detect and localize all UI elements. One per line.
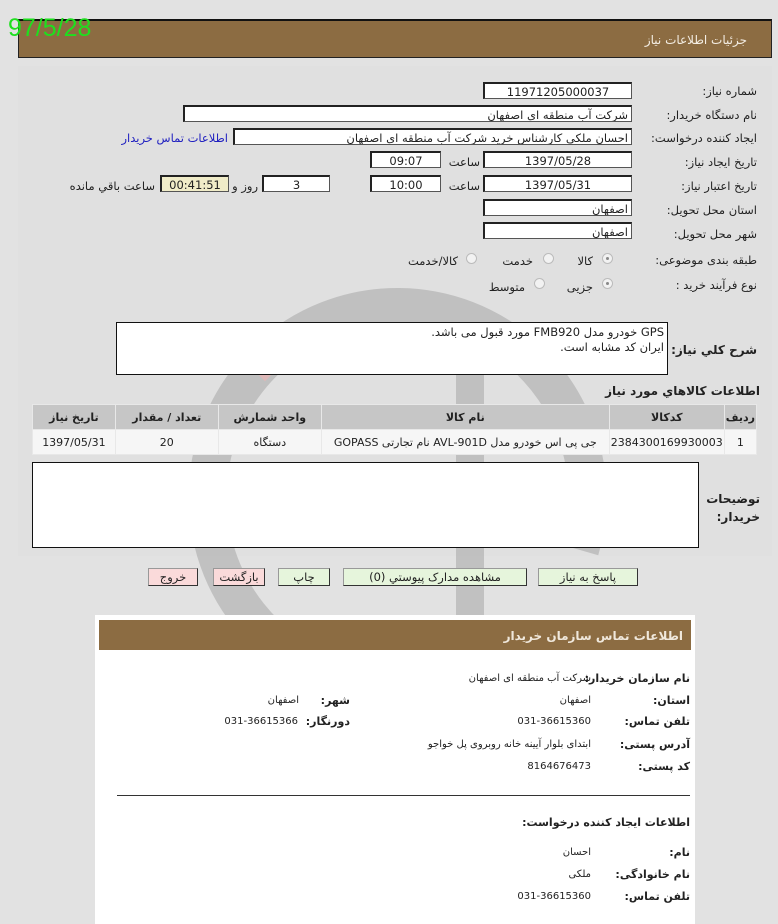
exit-button[interactable]: خروج (148, 568, 198, 586)
category-option-both: کالا/خدمت (407, 254, 458, 268)
remaining-label: ساعت باقي مانده (69, 179, 155, 193)
buyer-notes-label: توضيحات خريدار: (706, 492, 760, 524)
family-label: نام خانوادگی: (615, 868, 690, 881)
watermark-logo (60, 250, 620, 670)
description-label: شرح كلي نياز: (671, 343, 757, 357)
description-line: GPS خودرو مدل FMB920 مورد قبول می باشد. (431, 325, 664, 339)
category-radio-goods[interactable] (602, 253, 613, 264)
remaining-time: 00:41:51 (160, 175, 229, 192)
back-button[interactable]: بازگشت (213, 568, 265, 586)
family-value: ملکی (568, 869, 591, 880)
process-radio-medium[interactable] (534, 278, 545, 289)
valid-date-label: تاریخ اعتبار نیاز: (681, 179, 757, 193)
fax-value: 031-36615366 (224, 716, 298, 727)
category-radio-service[interactable] (543, 253, 554, 264)
description-textarea[interactable] (116, 322, 668, 375)
buyer-label: نام دستگاه خریدار: (666, 108, 757, 122)
cell-unit: دستگاه (218, 430, 321, 455)
reply-button[interactable]: پاسخ به نیاز (538, 568, 638, 586)
table-header-row (33, 405, 757, 430)
column-header: واحد شمارش (218, 405, 321, 430)
buyer-contact-link[interactable]: اطلاعات تماس خریدار (121, 131, 228, 145)
cell-code: 2384300169930003 (609, 430, 724, 455)
column-header: ردیف (724, 405, 756, 430)
cell-index: 1 (724, 430, 756, 455)
org-label: نام سازمان خریدار: (584, 672, 690, 685)
goods-table (32, 404, 757, 455)
date-stamp: 97/5/28 (8, 14, 92, 42)
phone-value: 031-36615360 (517, 716, 591, 727)
buyer-field[interactable]: شرکت آب منطقه ای اصفهان (183, 105, 632, 122)
column-header: کدکالا (609, 405, 724, 430)
need-number-label: شماره نیاز: (702, 84, 757, 98)
creator-label: ایجاد کننده درخواست: (651, 131, 757, 145)
valid-time-label: ساعت (448, 179, 480, 193)
address-value: ابتدای بلوار آیینه خانه روبروی پل خواجو (427, 739, 591, 750)
name-value: احسان (562, 847, 591, 858)
need-number-field[interactable]: 11971205000037 (483, 82, 632, 99)
city-label: شهر: (320, 694, 350, 707)
address-label: آدرس پستی: (619, 738, 690, 751)
goods-section-title: اطلاعات كالاهاي مورد نياز (605, 384, 760, 398)
created-time-field[interactable]: 09:07 (370, 151, 441, 168)
name-label: نام: (669, 846, 690, 859)
valid-date-field[interactable]: 1397/05/31 (483, 175, 632, 192)
creator-section-title: اطلاعات ایجاد کننده درخواست: (522, 816, 690, 829)
process-option-medium: متوسط (488, 280, 525, 294)
province-label: استان محل تحویل: (666, 203, 757, 217)
description-line: ایران کد مشابه است. (560, 340, 664, 354)
column-header: نام کالا (321, 405, 609, 430)
column-header: تاریخ نیاز (33, 405, 116, 430)
print-button[interactable]: چاپ (278, 568, 330, 586)
page-header (18, 19, 772, 58)
divider (117, 795, 690, 796)
column-header: تعداد / مقدار (115, 405, 218, 430)
city-field[interactable]: اصفهان (483, 222, 632, 239)
org-value: شرکت آب منطقه ای اصفهان (468, 673, 591, 684)
cell-name: جی پی اس خودرو مدل AVL-901D نام تجارتی GOPASS (321, 430, 609, 455)
process-label: نوع فرآیند خرید : (675, 278, 757, 292)
buyer-notes-textarea[interactable] (32, 462, 699, 548)
buyer-contact-card (95, 615, 695, 924)
category-option-goods: کالا (577, 254, 593, 268)
created-date-field[interactable]: 1397/05/28 (483, 151, 632, 168)
phone-label: تلفن تماس: (624, 715, 690, 728)
days-field[interactable]: 3 (262, 175, 330, 192)
created-date-label: تاریخ ایجاد نیاز: (684, 155, 757, 169)
category-label: طبقه بندی موضوعی: (655, 253, 757, 267)
creator-field[interactable]: احسان ملکی کارشناس خرید شرکت آب منطقه ای اصفهان (233, 128, 632, 145)
creator-phone-label: تلفن تماس: (624, 890, 690, 903)
attachments-button[interactable]: مشاهده مدارک پیوستي (0) (343, 568, 527, 586)
fax-label: دورنگار: (305, 715, 350, 728)
province-value: اصفهان (559, 695, 591, 706)
creator-phone-value: 031-36615360 (517, 891, 591, 902)
contact-card-title: اطلاعات تماس سازمان خریدار (503, 629, 683, 643)
category-radio-both[interactable] (466, 253, 477, 264)
page-title: جزئیات اطلاعات نیاز (644, 33, 747, 47)
table-row (33, 430, 757, 455)
process-radio-minor[interactable] (602, 278, 613, 289)
province-field[interactable]: اصفهان (483, 199, 632, 216)
city-value: اصفهان (267, 695, 299, 706)
postal-value: 8164676473 (527, 761, 591, 772)
created-time-label: ساعت (448, 155, 480, 169)
city-label: شهر محل تحویل: (673, 227, 757, 241)
cell-date: 1397/05/31 (33, 430, 116, 455)
days-label: روز و (232, 179, 258, 193)
cell-qty: 20 (115, 430, 218, 455)
province-label: استان: (653, 694, 690, 707)
process-option-minor: جزیی (566, 280, 593, 294)
postal-label: کد پستی: (638, 760, 690, 773)
valid-time-field[interactable]: 10:00 (370, 175, 441, 192)
category-option-service: خدمت (502, 254, 533, 268)
